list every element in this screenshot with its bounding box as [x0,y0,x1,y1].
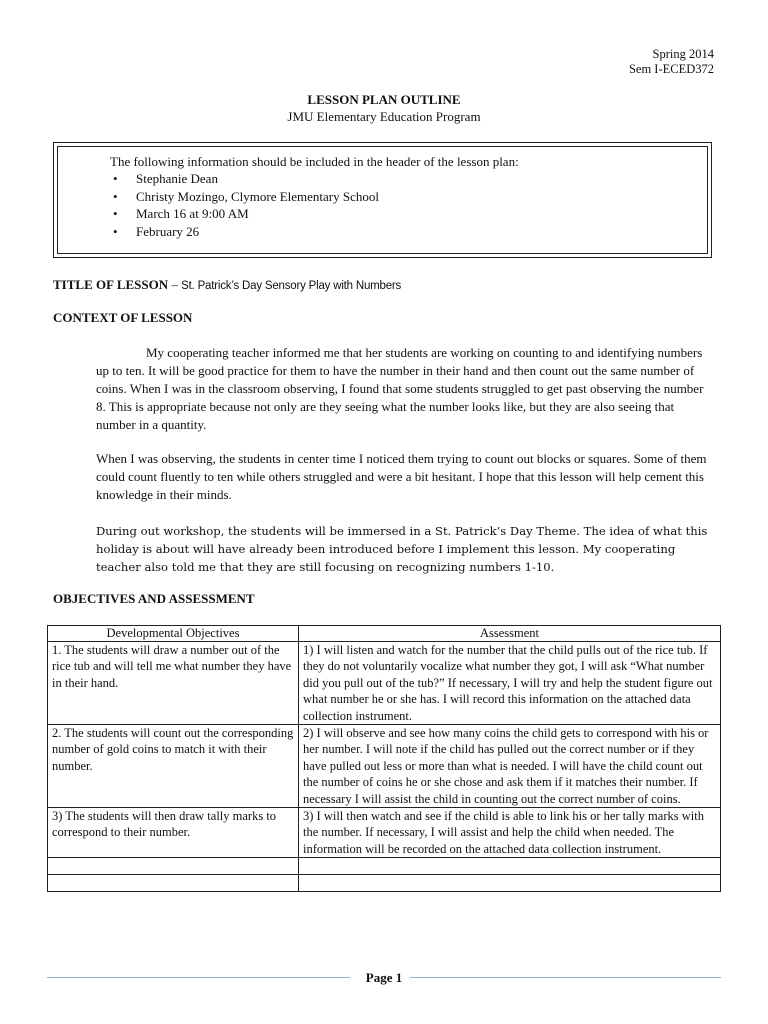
lesson-title-line [53,277,401,294]
course-header [629,47,714,77]
info-item-text: February 26 [136,223,200,239]
assessment-cell [299,875,721,892]
assessment-cell: 3) I will then watch and see if the child is able to link his or her tally marks with the number. If necessary, I will assist and help the child when needed. The information will be recorded on the attached data collection instrument. [299,808,721,858]
header-info-box [53,142,712,258]
objective-cell: 2. The students will count out the corresponding number of gold coins to match it with their number. [48,725,299,808]
assessment-cell: 1) I will listen and watch for the number that the child pulls out of the rice tub. If they do not voluntarily vocalize what number they got, I will ask “What number did you pull out of the tub?” If necessary, I will try and help the student figure out what number he or she has. I will record this information on the attached data collection instrument. [299,642,721,725]
bullet-icon: • [113,206,118,222]
program-name: JMU Elementary Education Program [287,109,481,124]
info-box-intro: The following information should be included in the header of the lesson plan: [110,154,519,169]
info-item-lesson-date [110,205,379,223]
info-item-cooperating-teacher [110,188,379,206]
context-heading: CONTEXT OF LESSON [53,310,193,325]
objective-cell [48,875,299,892]
context-paragraph-2: When I was observing, the students in center time I noticed them trying to count out blocks or squares. Some of them could count fluently to ten while others struggled and were a bit hesitant. I hope that this lesson will help cement this knowledge in their minds. [96,451,707,502]
objective-cell: 3) The students will then draw tally marks to correspond to their number. [48,808,299,858]
info-item-text: March 16 at 9:00 AM [136,206,249,222]
objectives-table [47,625,721,892]
info-item-submission-date [110,223,379,241]
table-row [48,808,721,858]
column-header-objectives: Developmental Objectives [48,626,299,642]
table-row [48,725,721,808]
objective-cell: 1. The students will draw a number out of the rice tub and will tell me what number they have in their hand. [48,642,299,725]
objective-cell [48,858,299,875]
context-paragraph-3: During out workshop, the students will be immersed in a St. Patrick’s Day Theme. The idea of what this holiday is about will have already been introduced before I implement this lesson. My cooperating teacher also told me that they are still focusing on recognizing numbers 1-10. [96,524,708,574]
page-number: Page 1 [365,970,403,985]
context-paragraph-1 [96,344,716,434]
document-title-block [0,92,768,125]
lesson-title-dash: – [168,277,182,292]
term-label: Spring 2014 [652,47,714,61]
bullet-icon: • [113,171,118,186]
assessment-cell [299,858,721,875]
course-code: Sem I-ECED372 [628,62,714,76]
table-row [48,642,721,725]
lesson-title-label: TITLE OF LESSON [53,277,169,292]
info-item-text: Christy Mozingo, Clymore Elementary School [136,188,379,204]
bullet-icon: • [113,223,118,239]
info-box-list [110,170,379,240]
assessment-cell: 2) I will observe and see how many coins the child gets to correspond with his or her number. I will note if the child has pulled out the correct number or if they have pulled out less or more than what is needed. I will have the child count out the number of coins he or she chose and ask them if it matches their number. If necessary I will assist the child in counting out the correct number of coins. [299,725,721,808]
bullet-icon: • [113,188,118,204]
paragraph-text: My cooperating teacher informed me that her students are working on counting to and identifying numbers up to ten. It will be good practice for them to have the number in their hand and then count out the same number of coins. When I was in the classroom observing, I found that some students struggled to get past observing the number 8. This is appropriate because not only are they seeing what the number looks like, but they are also seeing that number in a quantity. [96,345,704,432]
info-item-text: Stephanie Dean [136,171,218,186]
document-title: LESSON PLAN OUTLINE [307,92,461,107]
table-header-row [48,626,721,642]
lesson-title-value: St. Patrick’s Day Sensory Play with Numbers [181,280,402,292]
column-header-assessment: Assessment [299,626,721,642]
table-row-empty [48,875,721,892]
table-row-empty [48,858,721,875]
objectives-heading: OBJECTIVES AND ASSESSMENT [53,591,255,606]
info-item-teacher-candidate [110,170,379,188]
